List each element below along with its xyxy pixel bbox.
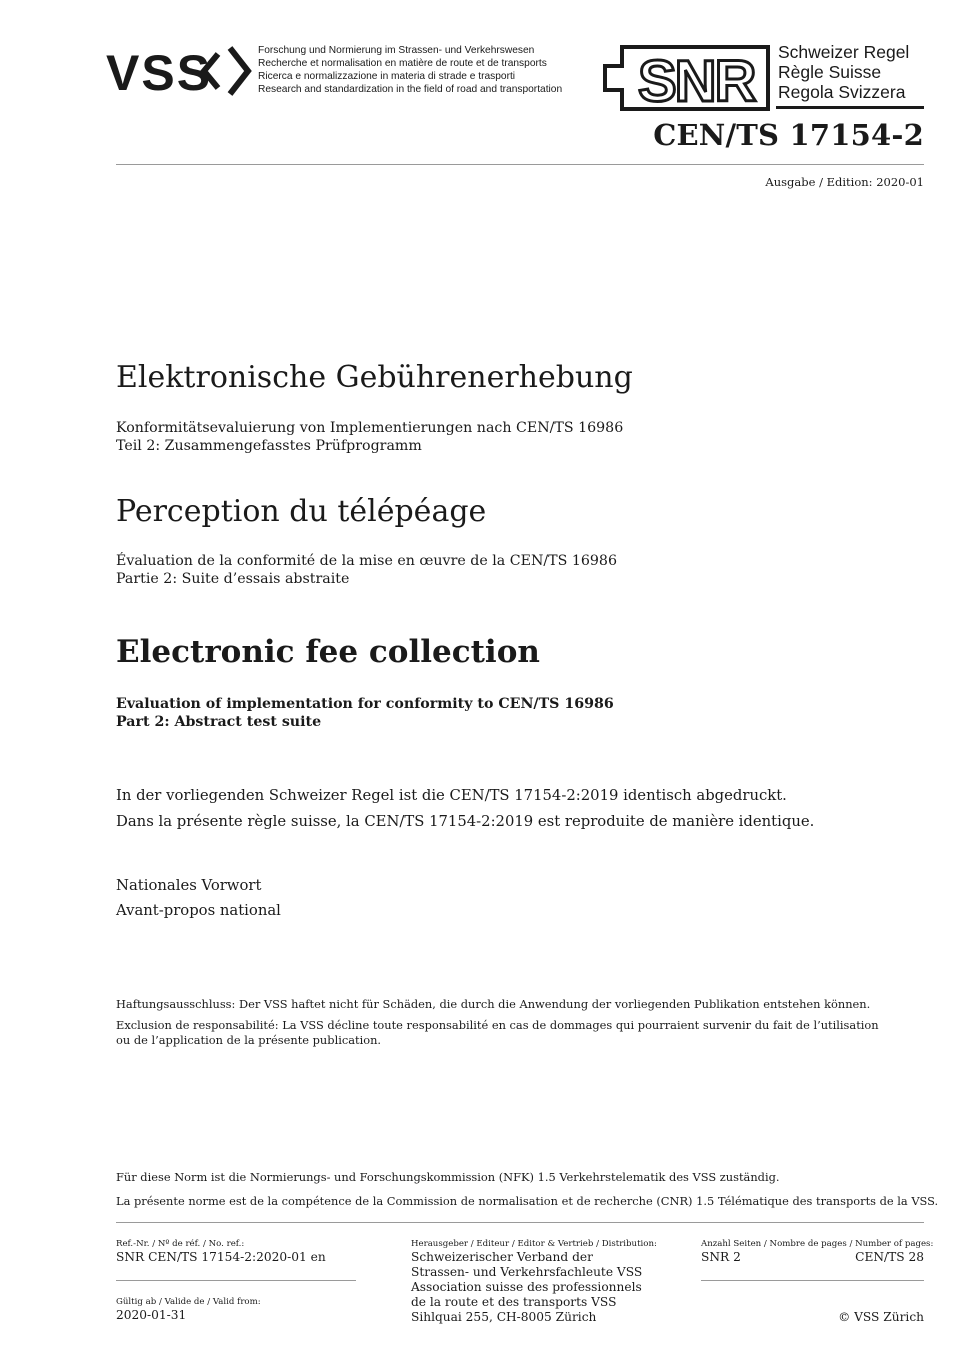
publisher-line: de la route et des transports VSS [411, 1295, 617, 1309]
committee-fr: La présente norme est de la compétence de la Commission de normalisation et de recherche (CNR) 1.5 Télématique des transports de la VSS. [116, 1194, 939, 1208]
copyright: © VSS Zürich [838, 1310, 924, 1324]
subtitle-en [116, 695, 614, 731]
snr-de: Schweizer Regel [778, 42, 910, 62]
subtitle-fr-line1: Évaluation de la conformité de la mise en œuvre de la CEN/TS 16986 [116, 553, 617, 569]
pages-divider [701, 1280, 924, 1281]
doc-number: CEN/TS 17154-2 [653, 118, 924, 152]
foreword-fr: Avant-propos national [116, 902, 281, 919]
edition-date: Ausgabe / Edition: 2020-01 [765, 175, 924, 189]
valid-value: 2020-01-31 [116, 1308, 187, 1322]
tagline-de: Forschung und Normierung im Strassen- und Verkehrswesen [258, 45, 535, 56]
tagline-en: Research and standardization in the field of road and transportation [258, 84, 563, 95]
ref-value: SNR CEN/TS 17154-2:2020-01 en [116, 1250, 326, 1264]
subtitle-en-line2: Part 2: Abstract test suite [116, 714, 322, 730]
subtitle-de-line2: Teil 2: Zusammengefasstes Prüfprogramm [116, 438, 422, 454]
identical-statement-de: In der vorliegenden Schweizer Regel ist die CEN/TS 17154-2:2019 identisch abgedruckt. [116, 787, 787, 804]
ref-divider [116, 1280, 356, 1281]
committee-de: Für diese Norm ist die Normierungs- und Forschungskommission (NFK) 1.5 Verkehrstelematik des VSS zuständig. [116, 1170, 780, 1184]
disclaimer-fr-line1: Exclusion de responsabilité: La VSS décline toute responsabilité en cas de dommages qui pourraient survenir du fait de l’utilisation [116, 1018, 879, 1032]
vss-logo [106, 44, 252, 98]
snr-it: Regola Svizzera [778, 82, 906, 102]
valid-label: Gültig ab / Valide de / Valid from: [116, 1297, 261, 1307]
footer-divider [116, 1222, 924, 1223]
tagline-fr: Recherche et normalisation en matière de route et de transports [258, 58, 547, 69]
subtitle-fr [116, 552, 617, 588]
title-de: Elektronische Gebührenerhebung [116, 360, 633, 395]
ref-label: Ref.-Nr. / Nº de réf. / No. ref.: [116, 1239, 245, 1249]
subtitle-de [116, 419, 623, 455]
vss-tagline [258, 44, 562, 96]
subtitle-en-line1: Evaluation of implementation for conformity to CEN/TS 16986 [116, 696, 614, 712]
header-divider [116, 164, 924, 165]
publisher-line: Schweizerischer Verband der [411, 1250, 593, 1264]
disclaimer-de: Haftungsausschluss: Der VSS haftet nicht für Schäden, die durch die Anwendung der vorliegenden Publikation entstehen können. [116, 997, 871, 1011]
publisher-line: Sihlquai 255, CH-8005 Zürich [411, 1310, 597, 1324]
title-en: Electronic fee collection [116, 634, 540, 670]
snr-underline [776, 106, 924, 109]
svg-text:SNR: SNR [638, 49, 755, 112]
publisher-label: Herausgeber / Editeur / Editor & Vertrieb / Distribution: [411, 1239, 657, 1249]
publisher-address [411, 1250, 642, 1325]
disclaimer-fr-line2: ou de l’application de la présente publication. [116, 1033, 382, 1047]
identical-statement-fr: Dans la présente règle suisse, la CEN/TS 17154-2:2019 est reproduite de manière identique. [116, 813, 815, 830]
publisher-line: Strassen- und Verkehrsfachleute VSS [411, 1265, 643, 1279]
subtitle-fr-line2: Partie 2: Suite d’essais abstraite [116, 571, 350, 587]
snr-fr: Règle Suisse [778, 62, 882, 82]
subtitle-de-line1: Konformitätsevaluierung von Implementierungen nach CEN/TS 16986 [116, 420, 624, 436]
pages-snr: SNR 2 [701, 1250, 741, 1264]
tagline-it: Ricerca e normalizzazione in materia di strade e trasporti [258, 71, 516, 82]
snr-text [778, 42, 909, 102]
svg-text:VSS: VSS [106, 45, 213, 98]
pages-label: Anzahl Seiten / Nombre de pages / Number of pages: [701, 1239, 934, 1249]
title-fr: Perception du télépéage [116, 494, 487, 529]
snr-logo [602, 44, 772, 112]
publisher-line: Association suisse des professionnels [411, 1280, 642, 1294]
pages-cen: CEN/TS 28 [855, 1250, 924, 1264]
foreword-de: Nationales Vorwort [116, 877, 262, 894]
